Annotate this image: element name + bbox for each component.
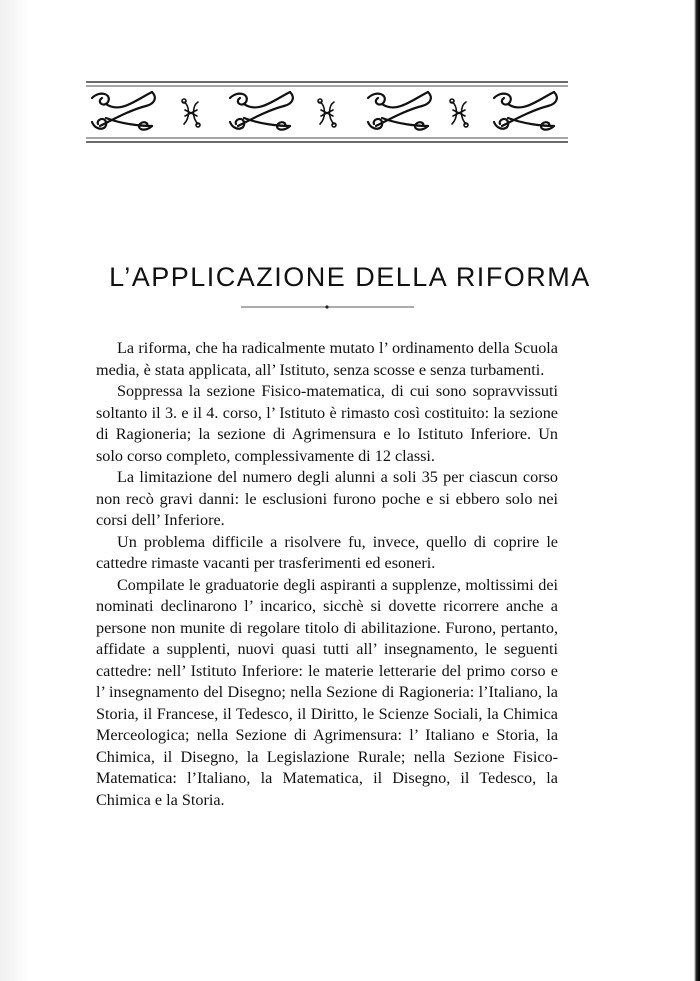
paragraph: Soppressa la sezione Fisico-matematica, di cui sono sopravvissuti soltanto il 3. e il 4. corso, l’ Istituto è rimasto così costituito: la sezione di Ragioneria; la sezione di Agrimensura e lo Istituto Inferiore. Un solo corso completo, complessivamente di 12 classi.	[96, 382, 558, 465]
paragraph: La riforma, che ha radicalmente mutato l’ ordinamento della Scuola media, è stata applicata, all’ Istituto, senza scosse e senza turbamenti.	[96, 339, 558, 379]
paragraph: Compilate le graduatorie degli aspiranti a supplenze, moltissimi dei nominati declinarono l’ incarico, sicchè si dovette ricorrere anche a persone non munite di regolare titolo di abilitazione. Furono, pertanto, affidate a supplenti, nuovi quasi tutti all’ insegnamento, le seguenti cattedre: nell’ Istituto Inferiore: le materie letterarie del primo corso e l’ insegnamento del Disegno; nella Sezione di Ragioneria: l’Italiano, la Storia, il Francese, il Tedesco, il Diritto, le Scienze Sociali, la Chimica Merceologica; nella Sezione di Agrimensura: l’ Italiano e Storia, la Chimica, il Disegno, la Legislazione Rurale; nella Sezione Fisico-Matematica: l’Italiano, la Matematica, il Disegno, il Tedesco, la Chimica e la Storia.	[96, 575, 558, 809]
title-underline-rule	[241, 304, 414, 310]
decorative-header-ornament	[86, 80, 568, 146]
page-edge-right	[694, 0, 700, 981]
chapter-title: L’APPLICAZIONE DELLA RIFORMA	[109, 262, 591, 292]
page-shadow-left	[0, 0, 30, 981]
paragraph: La limitazione del numero degli alunni a soli 35 per ciascun corso non recò gravi danni: le esclusioni furono poche e si ebbero solo nei corsi dell’ Inferiore.	[96, 468, 558, 529]
body-text	[96, 338, 558, 811]
paragraph: Un problema difficile a risolvere fu, invece, quello di coprire le cattedre rimaste vacanti per trasferimenti ed esoneri.	[96, 532, 558, 572]
